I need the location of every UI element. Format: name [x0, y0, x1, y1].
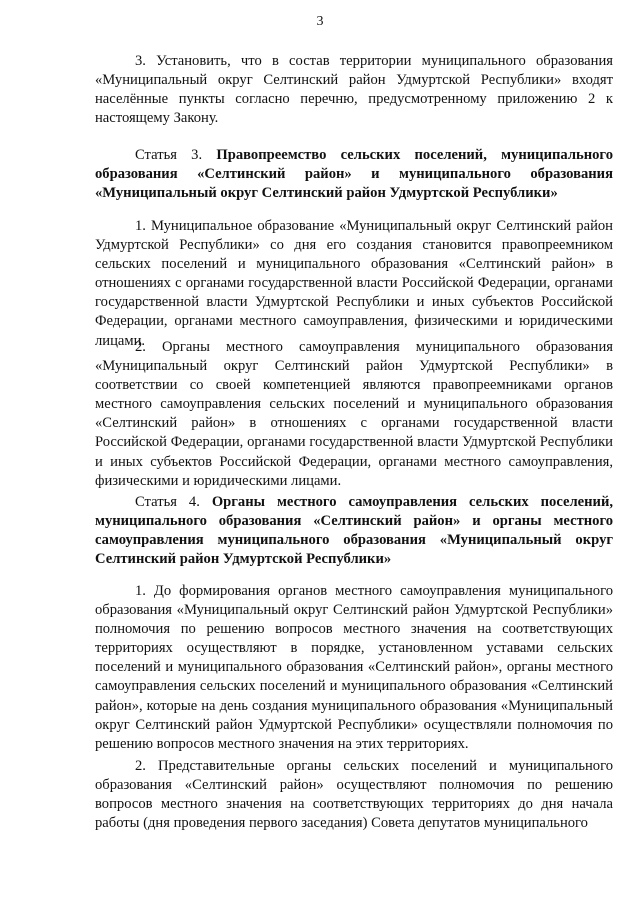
- article-3-prefix: Статья 3.: [135, 147, 203, 163]
- article-3-heading: [95, 146, 613, 203]
- article-4-paragraph-1: 1. До формирования органов местного самоуправления муниципального образования «Муниципальный округ Селтинский район Удмуртской Республики» полномочия по решению вопросов местного значения на соответствующих территориях осуществляют в порядке, установленном уставами сельских поселений и муниципального образования «Селтинский район», органы местного самоуправления сельских поселений и муниципального образования «Селтинский район», которые на день создания муниципального образования «Муниципальный округ Селтинский район Удмуртской Республики» осуществляли полномочия по решению вопросов местного значения на этих территориях.: [95, 583, 613, 752]
- article-4-prefix: Статья 4.: [135, 494, 200, 510]
- article-4-heading: [95, 493, 613, 569]
- article-3-title: Правопреемство сельских поселений, муниципального образования «Селтинский район» и муниципального образования «Муниципальный округ Селтинский район Удмуртской Республики»: [95, 147, 613, 202]
- article-3-paragraph-1: 1. Муниципальное образование «Муниципальный округ Селтинский район Удмуртской Республики» со дня его создания становится правопреемником сельских поселений и муниципального образования «Селтинский район» в отношениях с органами государственной власти Российской Федерации, органами государственной власти Удмуртской Республики и иных субъектов Российской Федерации, органами местного самоуправления, физическими и юридическими лицами.: [95, 218, 613, 349]
- paragraph-3: 3. Установить, что в состав территории муниципального образования «Муниципальный округ Селтинский район Удмуртской Республики» входят населённые пункты согласно перечню, предусмотренному приложению 2 к настоящему Закону.: [95, 53, 613, 127]
- page-number: 3: [316, 14, 324, 29]
- article-3-paragraph-2: 2. Органы местного самоуправления муниципального образования «Муниципальный округ Селтинский район Удмуртской Республики» в соответствии со своей компетенцией являются правопреемниками органов местного самоуправления сельских поселений и муниципального образования «Селтинский район» в отношениях с органами государственной власти Российской Федерации, органами государственной власти Удмуртской Республики и иных субъектов Российской Федерации, органами местного самоуправления, физическими и юридическими лицами.: [95, 339, 613, 489]
- article-4-paragraph-2: 2. Представительные органы сельских поселений и муниципального образования «Селтинский район» осуществляют полномочия по решению вопросов местного значения на соответствующих территориях до дня начала работы (дня проведения первого заседания) Совета депутатов муниципального: [95, 758, 613, 832]
- article-4-title: Органы местного самоуправления сельских поселений, муниципального образования «Селтинский район» и органы местного самоуправления муниципального образования «Муниципальный округ Селтинский район Удмуртской Республики»: [95, 494, 613, 568]
